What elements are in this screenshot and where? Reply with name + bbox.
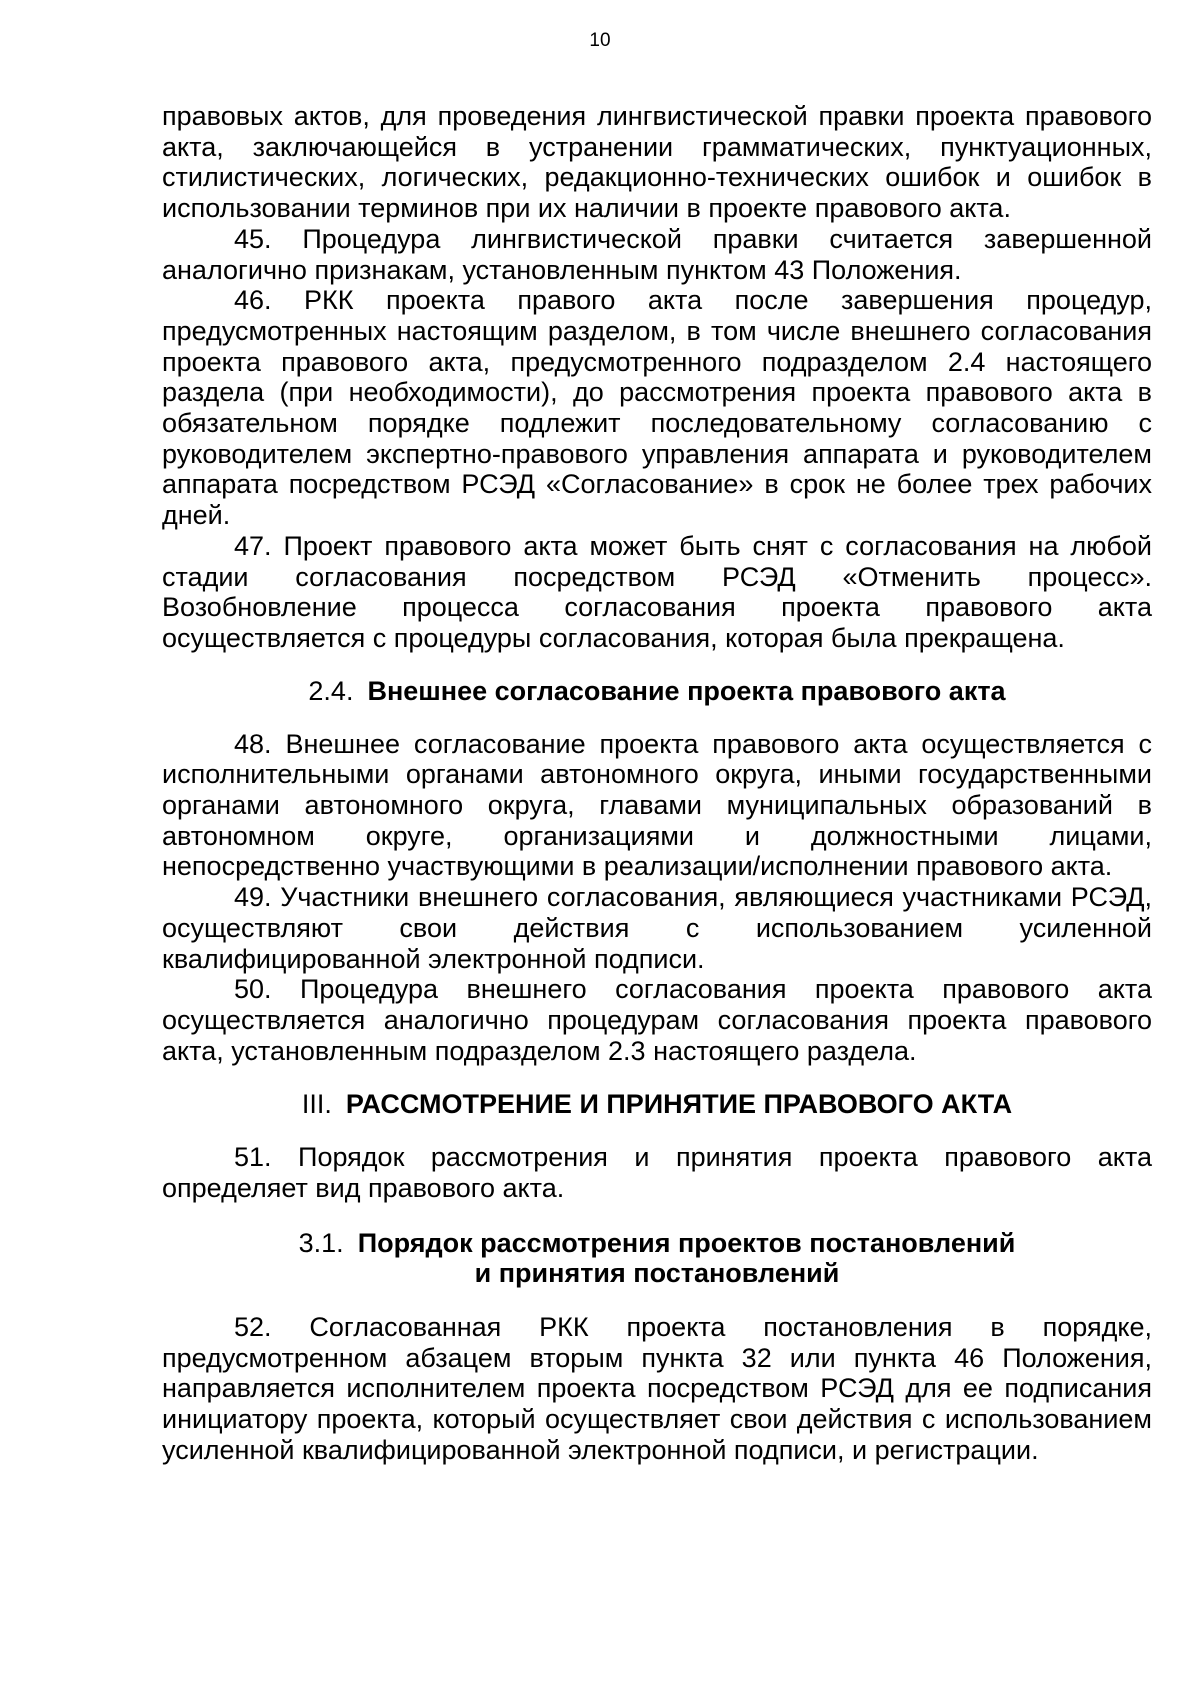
paragraph-46: 46. РКК проекта правого акта после завершения процедур, предусмотренных настоящим разделом, в том числе внешнего согласования проекта правового акта, предусмотренного подразделом 2.4 настоящего раздела (при необходимости), до рассмотрения проекта правового акта в обязательном порядке подлежит последовательному согласованию с руководителем экспертно-правового управления аппарата и руководителем аппарата посредством РСЭД «Согласование» в срок не более трех рабочих дней. (162, 285, 1152, 531)
section-title: РАССМОТРЕНИЕ И ПРИНЯТИЕ ПРАВОВОГО АКТА (345, 1089, 1013, 1120)
subsection-heading-3-1 (162, 1228, 1152, 1288)
section-number: III. (301, 1089, 332, 1120)
section-heading-iii (162, 1089, 1152, 1119)
paragraph-47: 47. Проект правового акта может быть снят с согласования на любой стадии согласования посредством РСЭД «Отменить процесс». Возобновление процесса согласования проекта правового акта осуществляется с процедуры согласования, которая была прекращена. (162, 530, 1152, 653)
paragraph-51: 51. Порядок рассмотрения и принятия проекта правового акта определяет вид правового акта. (162, 1142, 1152, 1204)
paragraph-45: 45. Процедура лингвистической правки считается завершенной аналогично признакам, установленным пунктом 43 Положения. (162, 223, 1152, 285)
subsection-heading-2-4 (162, 676, 1152, 706)
paragraph-continuation: правовых актов, для проведения лингвистической правки проекта правового акта, заключающейся в устранении грамматических, пунктуационных, стилистических, логических, редакционно-технических ошибок и ошибок в использовании терминов при их наличии в проекте правового акта. (162, 101, 1152, 224)
subsection-number: 2.4. (308, 675, 354, 706)
paragraph-48: 48. Внешнее согласование проекта правового акта осуществляется с исполнительными органами автономного округа, иными государственными органами автономного округа, главами муниципальных образований в автономном округе, организациями и должностными лицами, непосредственно участвующими в реализации/исполнении правового акта. (162, 728, 1152, 882)
page-number: 10 (589, 30, 611, 51)
subsection-title: Внешнее согласование проекта правового акта (367, 675, 1006, 706)
paragraph-49: 49. Участники внешнего согласования, являющиеся участниками РСЭД, осуществляют свои действия с использованием усиленной квалифицированной электронной подписи. (162, 882, 1152, 974)
subsection-title-line-1: Порядок рассмотрения проектов постановлений (357, 1227, 1016, 1258)
paragraph-50: 50. Процедура внешнего согласования проекта правового акта осуществляется аналогично процедурам согласования проекта правового акта, установленным подразделом 2.3 настоящего раздела. (162, 974, 1152, 1066)
subsection-title-line-2: и принятия постановлений (474, 1257, 840, 1288)
paragraph-52: 52. Согласованная РКК проекта постановления в порядке, предусмотренном абзацем вторым пункта 32 или пункта 46 Положения, направляется исполнителем проекта посредством РСЭД для ее подписания инициатору проекта, который осуществляет свои действия с использованием усиленной квалифицированной электронной подписи, и регистрации. (162, 1311, 1152, 1465)
document-body (162, 101, 1152, 1465)
subsection-number: 3.1. (298, 1227, 344, 1258)
